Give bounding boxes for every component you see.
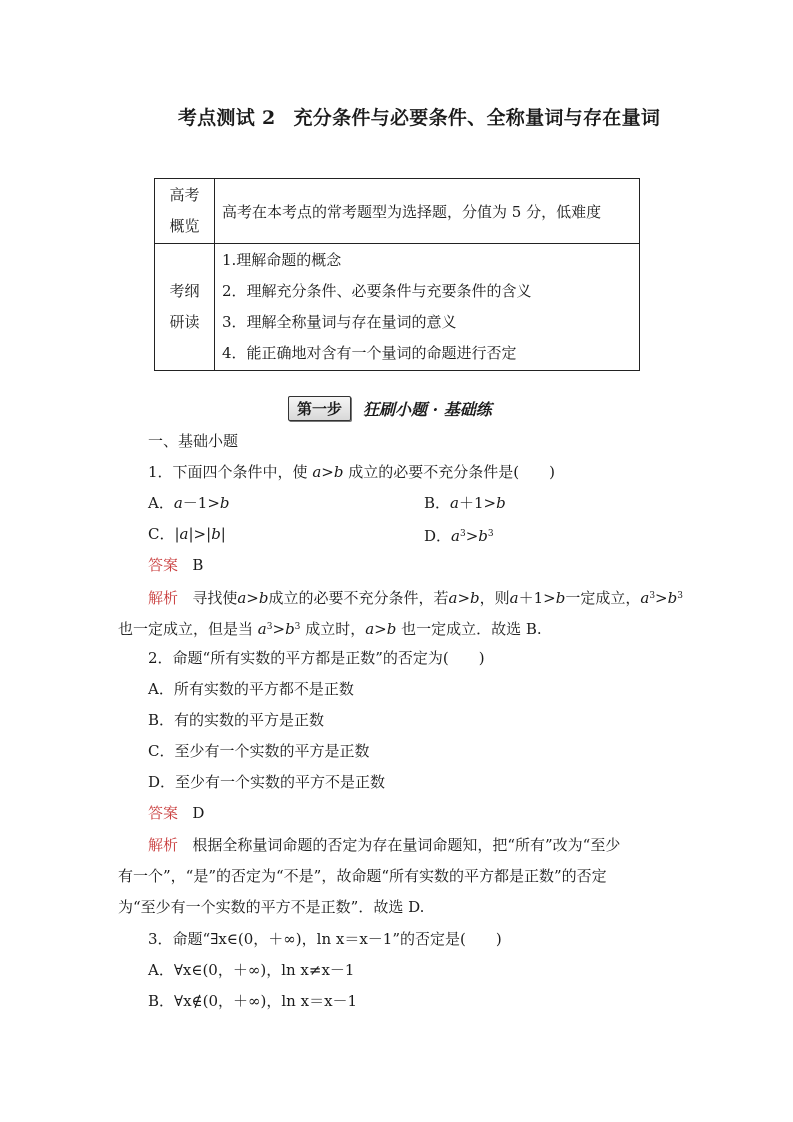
head-line: 高考: [169, 186, 200, 204]
table-head-kaogang: [155, 244, 215, 371]
q2-analysis-line1: 解析 根据全称量词命题的否定为存在量词命题知，把“所有”改为“至少: [148, 836, 621, 854]
answer-label: 答案: [148, 804, 179, 822]
q1-answer-value: B: [192, 556, 204, 574]
table-body-syllabus: [215, 244, 640, 371]
q1-answer: [148, 555, 203, 575]
table-body-overview: 高考在本考点的常考题型为选择题，分值为 5 分，低难度: [215, 179, 640, 244]
analysis-label: 解析: [148, 589, 179, 607]
q1-stem-b: 成立的必要不充分条件是( ): [348, 463, 555, 481]
table-head-gaokao: [155, 179, 215, 244]
step-title: 狂刷小题 · 基础练: [363, 400, 492, 419]
step-header: [288, 396, 492, 421]
q2-option-a: A．所有实数的平方都不是正数: [148, 680, 354, 698]
q3-option-b: B．∀x∉(0，＋∞)，ln x＝x－1: [148, 992, 358, 1010]
q2-option-d: D．至少有一个实数的平方不是正数: [148, 773, 386, 791]
q1-stem-a: 1．下面四个条件中，使: [148, 463, 308, 481]
q1-stem: 1．下面四个条件中，使 a>b 成立的必要不充分条件是( ): [148, 463, 555, 481]
q2-answer-value: D: [192, 804, 205, 822]
step-badge: 第一步: [288, 396, 351, 421]
page-title: [0, 103, 793, 130]
q1-analysis-line1: 解析 寻找使a>b成立的必要不充分条件，若a>b，则a＋1>b一定成立，$a^3>b^3$: [148, 589, 683, 607]
title-part1: 考点测试 2: [177, 107, 276, 129]
table-row: [155, 179, 640, 244]
syllabus-item: 3．理解全称量词与存在量词的意义: [222, 313, 457, 331]
syllabus-item: 2．理解充分条件、必要条件与充要条件的含义: [222, 282, 532, 300]
title-part2: 充分条件与必要条件、全称量词与存在量词: [293, 107, 661, 129]
syllabus-item: 1.理解命题的概念: [222, 251, 342, 269]
q2-analysis-line3: 为“至少有一个实数的平方不是正数”．故选 D.: [118, 898, 425, 916]
q3-option-a: A．∀x∈(0，＋∞)，ln x≠x－1: [148, 961, 355, 979]
q1-option-b: B．a＋1>b: [424, 494, 506, 512]
q2-answer: [148, 803, 204, 823]
section-heading: 一、基础小题: [148, 432, 239, 450]
q2-option-c: C．至少有一个实数的平方是正数: [148, 742, 370, 760]
table-row: [155, 244, 640, 371]
analysis-label: 解析: [148, 836, 179, 854]
q2-analysis-line2: 有一个”，“是”的否定为“不是”，故命题“所有实数的平方都是正数”的否定: [118, 867, 607, 885]
q1-option-a: A．a－1>b: [148, 494, 230, 512]
head-line: 考纲: [169, 282, 200, 300]
q3-stem: 3．命题“∃x∈(0，＋∞)，ln x＝x－1”的否定是( ): [148, 930, 502, 948]
q1-option-c: C．|a|>|b|: [148, 525, 226, 543]
answer-label: 答案: [148, 556, 179, 574]
q2-stem: 2．命题“所有实数的平方都是正数”的否定为( ): [148, 649, 485, 667]
q1-analysis-line2: 也一定成立，但是当 $a^3>b^3$ 成立时，a>b 也一定成立．故选 B.: [118, 620, 542, 638]
syllabus-item: 4．能正确地对含有一个量词的命题进行否定: [222, 344, 517, 362]
q1-option-d: D．$a^3>b^3$: [424, 527, 494, 545]
head-line: 概览: [169, 217, 200, 235]
head-line: 研读: [169, 313, 200, 331]
overview-table: [154, 178, 640, 371]
q2-option-b: B．有的实数的平方是正数: [148, 711, 325, 729]
